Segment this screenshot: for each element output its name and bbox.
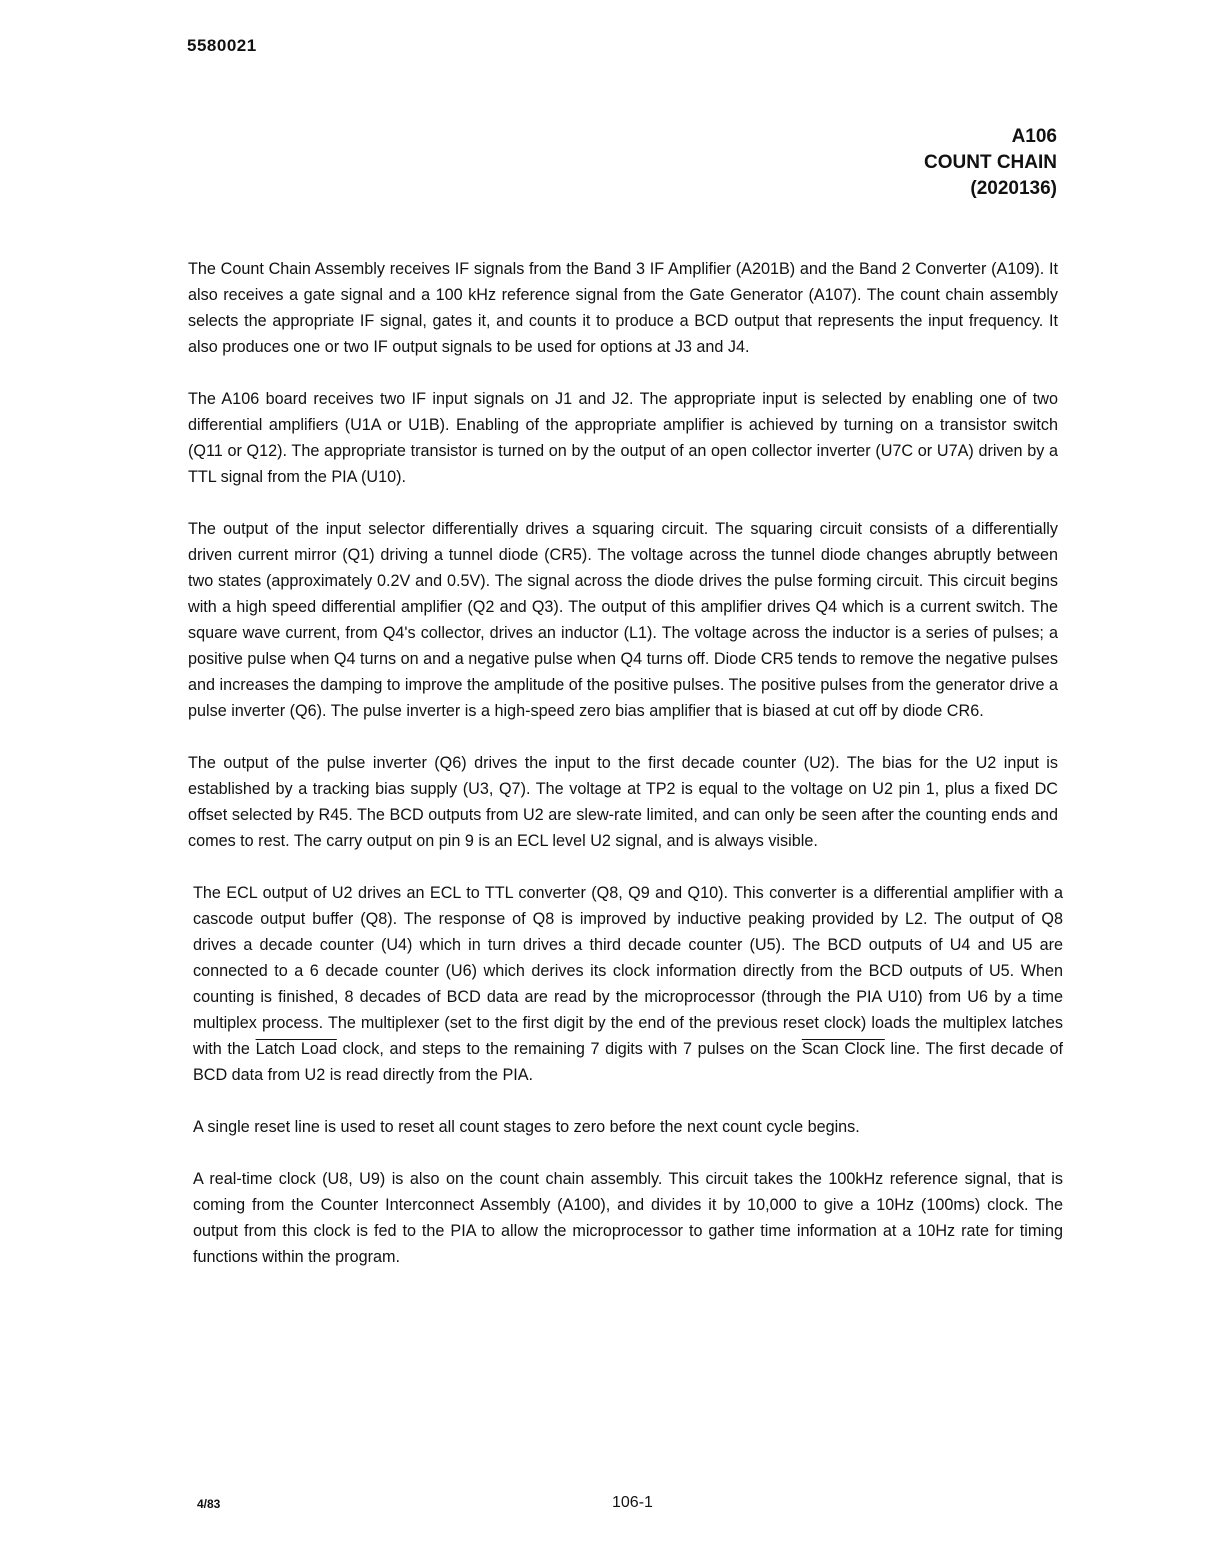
footer-date: 4/83 bbox=[197, 1497, 221, 1511]
paragraph-text: The ECL output of U2 drives an ECL to TTL converter (Q8, Q9 and Q10). This converter is a differential amplifier with a cascode output buffer (Q8). The response of Q8 is improved by inductive peaking provided by L2. The output of Q8 drives a decade counter (U4) which in turn drives a third decade counter (U5). The BCD outputs of U4 and U5 are connected to a 6 decade counter (U6) which derives its clock information directly from the BCD outputs of U5. When counting is finished, 8 decades of BCD data are read by the microprocessor (through the PIA U10) from U6 by a time multiplex process. The multiplexer (set to the first digit by the end of the previous reset clock) loads the multiplex latches with the bbox=[193, 884, 1063, 1058]
paragraph-intro: The Count Chain Assembly receives IF signals from the Band 3 IF Amplifier (A201B) and the Band 2 Converter (A109). It also receives a gate signal and a 100 kHz reference signal from the Gate Generator (A107). The count chain assembly selects the appropriate IF signal, gates it, and counts it to produce a BCD output that represents the input frequency. It also produces one or two IF output signals to be used for options at J3 and J4. bbox=[188, 260, 1058, 356]
paragraph-input-selection: The A106 board receives two IF input signals on J1 and J2. The appropriate input is selected by enabling one of two differential amplifiers (U1A or U1B). Enabling of the appropriate amplifier is achieved by turning on a transistor switch (Q11 or Q12). The appropriate transistor is turned on by the output of an open collector inverter (U7C or U7A) driven by a TTL signal from the PIA (U10). bbox=[188, 390, 1058, 486]
paragraph-text: line. The first decade of BCD data from U2 is read directly from the PIA. bbox=[193, 1040, 1063, 1084]
paragraph-reset: A single reset line is used to reset all count stages to zero before the next count cycle begins. bbox=[193, 1118, 860, 1136]
paragraph-first-decade: The output of the pulse inverter (Q6) drives the input to the first decade counter (U2). The bias for the U2 input is established by a tracking bias supply (U3, Q7). The voltage at TP2 is equal to the voltage on U2 pin 1, plus a fixed DC offset selected by R45. The BCD outputs from U2 are slew-rate limited, and can only be seen after the counting ends and comes to rest. The carry output on pin 9 is an ECL level U2 signal, and is always visible. bbox=[188, 754, 1058, 850]
assembly-id: A106 bbox=[1011, 126, 1057, 147]
document-number: 5580021 bbox=[187, 36, 257, 55]
paragraph-real-time-clock: A real-time clock (U8, U9) is also on the count chain assembly. This circuit takes the 100kHz reference signal, that is coming from the Counter Interconnect Assembly (A100), and divides it by 10,000 to give a 10Hz (100ms) clock. The output from this clock is fed to the PIA to allow the microprocessor to gather time information at a 10Hz rate for timing functions within the program. bbox=[193, 1170, 1063, 1266]
body-text bbox=[188, 256, 1063, 1296]
paragraph-ecl-converter bbox=[193, 880, 1063, 1088]
scan-clock-signal: Scan Clock bbox=[801, 1040, 885, 1058]
assembly-name: COUNT CHAIN bbox=[924, 152, 1057, 173]
latch-load-signal: Latch Load bbox=[255, 1040, 337, 1058]
page-number: 106-1 bbox=[612, 1494, 653, 1511]
paragraph-text: clock, and steps to the remaining 7 digits with 7 pulses on the bbox=[336, 1040, 802, 1058]
part-number: (2020136) bbox=[970, 178, 1057, 199]
paragraph-squaring-circuit: The output of the input selector differentially drives a squaring circuit. The squaring circuit consists of a differentially driven current mirror (Q1) driving a tunnel diode (CR5). The voltage across the tunnel diode changes abruptly between two states (approximately 0.2V and 0.5V). The signal across the diode drives the pulse forming circuit. This circuit begins with a high speed differential amplifier (Q2 and Q3). The output of this amplifier drives Q4 which is a current switch. The square wave current, from Q4's collector, drives an inductor (L1). The voltage across the inductor is a series of pulses; a positive pulse when Q4 turns on and a negative pulse when Q4 turns off. Diode CR5 tends to remove the negative pulses and increases the damping to improve the amplitude of the positive pulses. The positive pulses from the generator drive a pulse inverter (Q6). The pulse inverter is a high-speed zero bias amplifier that is biased at cut off by diode CR6. bbox=[188, 520, 1058, 720]
section-heading bbox=[924, 124, 1057, 202]
